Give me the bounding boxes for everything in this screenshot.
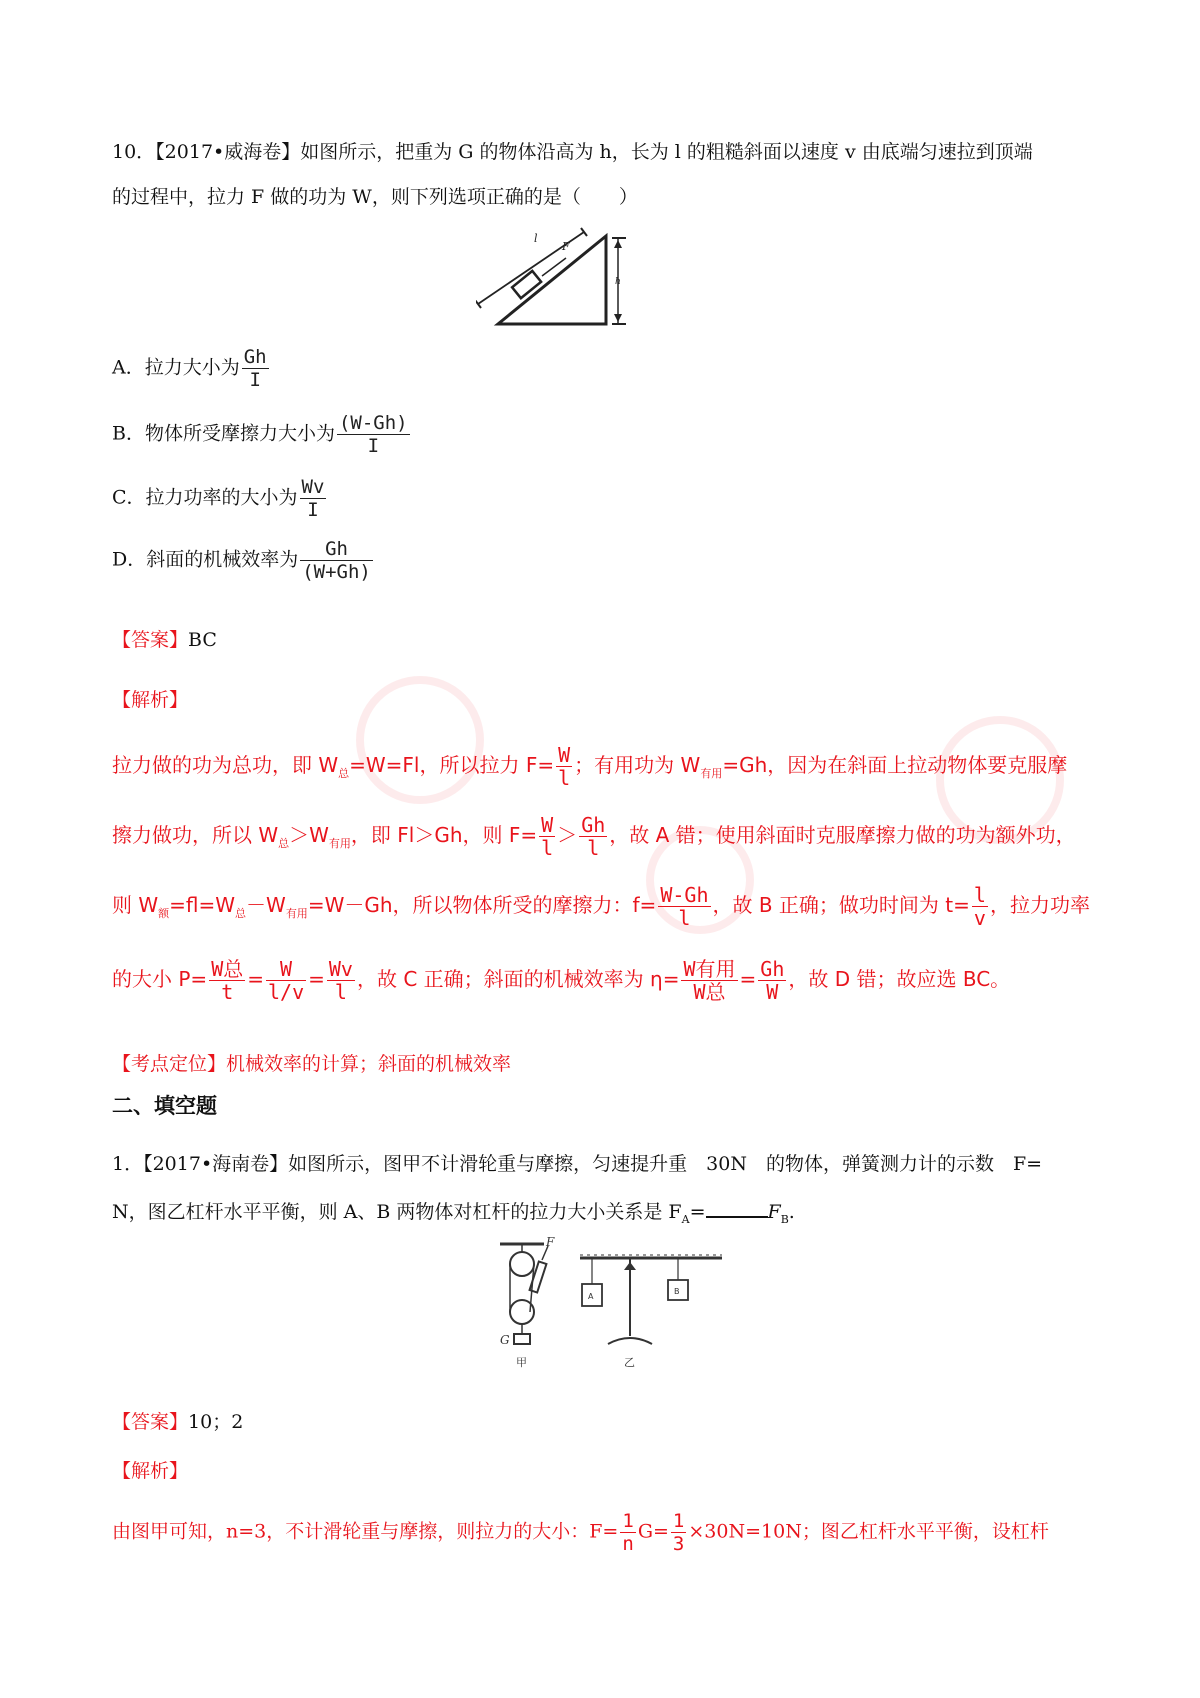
option-a-den: I — [242, 368, 269, 391]
answer-value: 10；2 — [188, 1411, 244, 1433]
analysis-text: =W－Gh，所以物体所受的摩擦力：f= — [307, 893, 657, 917]
fraction — [327, 958, 355, 1003]
fraction — [539, 814, 555, 859]
analysis-text: 的大小 P= — [112, 967, 208, 991]
option-b — [112, 412, 412, 457]
fraction-den: W — [758, 980, 786, 1003]
fraction-den: l — [658, 906, 710, 929]
q1-line2 — [112, 1198, 795, 1234]
option-c-text: C．拉力功率的大小为 — [112, 486, 298, 509]
subscript: 额 — [158, 907, 170, 920]
q1-text: N，图乙杠杆水平平衡，则 A、B 两物体对杠杆的拉力大小关系是 F — [112, 1201, 682, 1223]
answer-value: BC — [188, 629, 217, 651]
fraction-num: Wv — [328, 957, 353, 981]
fraction-num: W有用 — [683, 957, 736, 981]
fig-label-A: A — [588, 1292, 594, 1301]
fraction-den: l — [558, 766, 571, 790]
option-a-num: Gh — [243, 346, 267, 368]
fraction-num: Gh — [581, 813, 606, 837]
fraction — [972, 884, 988, 929]
q10-line2: 的过程中，拉力 F 做的功为 W，则下列选项正确的是（ ） — [112, 186, 638, 208]
subscript: 总 — [278, 837, 290, 850]
fig-label-h: h — [615, 277, 621, 287]
analysis-text: ，故 B 正确；做功时间为 t= — [712, 893, 970, 917]
answer-tag: 【答案】 — [112, 1411, 189, 1433]
fraction-den: t — [209, 980, 245, 1003]
fraction-den: v — [973, 906, 986, 930]
fraction — [579, 814, 607, 859]
subscript: A — [681, 1212, 690, 1226]
pulley-lever-figure — [482, 1236, 726, 1372]
fraction-num: W — [558, 743, 571, 767]
fig-label-B: B — [674, 1287, 680, 1296]
fig-label-jia: 甲 — [516, 1356, 527, 1369]
analysis-text: ；有用功为 W — [574, 753, 701, 777]
analysis-text: ×30N=10N；图乙杠杆水平平衡，设杠杆 — [688, 1520, 1049, 1543]
fig-label-F: F — [562, 240, 570, 253]
fig-label-G: G — [500, 1333, 510, 1347]
incline-figure — [476, 224, 636, 332]
option-d — [112, 538, 375, 583]
fig-label-F: F — [546, 1236, 555, 1249]
option-b-den: I — [337, 434, 410, 457]
fraction-den: n — [622, 1533, 634, 1555]
fig-label-l: l — [534, 232, 538, 245]
q1-line1: 1．【2017•海南卷】如图所示，图甲不计滑轮重与摩擦，匀速提升重 30N 的物体，弹簧测力计的示数 F= — [112, 1153, 1043, 1175]
q1-text: . — [788, 1201, 795, 1223]
analysis-tag: 【解析】 — [112, 689, 189, 711]
fraction — [266, 958, 306, 1003]
option-d-num: Gh — [325, 538, 348, 560]
q1-text: = — [689, 1201, 706, 1223]
analysis-text: ＞ — [557, 823, 578, 847]
q10-analysis-line2 — [112, 814, 1076, 859]
option-a — [112, 346, 271, 391]
q10-kaodian — [112, 1050, 511, 1078]
q10-analysis-tag — [112, 686, 188, 714]
q1-answer — [112, 1408, 243, 1436]
analysis-text: =W=Fl，所以拉力 F= — [349, 753, 555, 777]
analysis-text: ＞W — [289, 823, 329, 847]
analysis-text: = — [247, 967, 264, 991]
q10-analysis-line1 — [112, 744, 1067, 789]
fraction-num: W — [541, 813, 554, 837]
option-b-num: (W-Gh) — [338, 412, 408, 434]
option-a-text: A．拉力大小为 — [112, 356, 240, 379]
q1-analysis-tag — [112, 1457, 188, 1485]
fraction-den: l — [327, 980, 355, 1003]
analysis-text: ，拉力功率 — [989, 893, 1090, 917]
analysis-text: = — [308, 967, 325, 991]
option-c — [112, 476, 328, 521]
option-c-num: Wv — [301, 476, 325, 498]
kaodian-tag: 【考点定位】 — [112, 1053, 227, 1075]
subscript: B — [780, 1212, 789, 1226]
analysis-text: 由图甲可知，n=3，不计滑轮重与摩擦，则拉力的大小：F= — [112, 1520, 619, 1543]
fraction — [620, 1510, 635, 1555]
q10-analysis-line4 — [112, 958, 1010, 1003]
q10-analysis-line3 — [112, 884, 1090, 929]
fraction-den: l — [579, 836, 607, 859]
analysis-text: ，即 Fl＞Gh，则 F= — [350, 823, 538, 847]
fraction — [681, 958, 737, 1003]
option-b-text: B．物体所受摩擦力大小为 — [112, 422, 335, 445]
fraction — [658, 884, 710, 929]
fraction-den: l — [541, 836, 554, 860]
fraction — [556, 744, 572, 789]
fraction-den: W总 — [681, 980, 737, 1003]
analysis-text: －W — [246, 893, 286, 917]
fraction-den: l/v — [268, 980, 305, 1004]
q10-line1: 10．【2017•威海卷】如图所示，把重为 G 的物体沿高为 h，长为 l 的粗糙斜面以速度 v 由底端匀速拉到顶端 — [112, 141, 1033, 163]
option-d-den: (W+Gh) — [302, 561, 371, 583]
analysis-tag: 【解析】 — [112, 1460, 189, 1482]
fraction — [671, 1510, 686, 1555]
fraction-num: l — [973, 883, 986, 907]
analysis-text: ，故 A 错；使用斜面时克服摩擦力做的功为额外功， — [609, 823, 1076, 847]
q1-text: F — [767, 1201, 781, 1223]
option-d-fraction — [300, 538, 373, 583]
analysis-text: 擦力做功，所以 W — [112, 823, 279, 847]
subscript: 有用 — [328, 837, 351, 850]
analysis-text: =fl=W — [169, 893, 236, 917]
fraction-num: W — [280, 957, 293, 981]
subscript: 总 — [338, 767, 350, 780]
option-c-den: I — [300, 498, 327, 521]
kaodian-text: 机械效率的计算；斜面的机械效率 — [226, 1053, 512, 1075]
option-c-fraction — [300, 476, 327, 521]
analysis-text: ，故 D 错；故应选 BC。 — [788, 967, 1011, 991]
q1-analysis-line — [112, 1510, 1049, 1555]
fraction — [758, 958, 786, 1003]
fraction-den: 3 — [672, 1533, 685, 1555]
section-title: 二、填空题 — [112, 1094, 217, 1118]
fraction-num: W总 — [211, 957, 244, 981]
q10-answer — [112, 626, 217, 654]
fraction-num: 1 — [622, 1510, 634, 1532]
option-d-text: D．斜面的机械效率为 — [112, 548, 299, 571]
option-a-fraction — [242, 346, 269, 391]
analysis-text: =Gh，因为在斜面上拉动物体要克服摩 — [722, 753, 1068, 777]
analysis-text: ，故 C 正确；斜面的机械效率为 η= — [356, 967, 680, 991]
subscript: 有用 — [285, 907, 308, 920]
option-b-fraction — [337, 412, 410, 457]
analysis-text: 拉力做的功为总功，即 W — [112, 753, 339, 777]
fraction-num: Gh — [760, 957, 785, 981]
fraction — [209, 958, 245, 1003]
fraction-num: 1 — [672, 1510, 685, 1532]
subscript: 有用 — [700, 767, 723, 780]
analysis-text: = — [739, 967, 757, 991]
fraction-num: W-Gh — [660, 883, 709, 907]
answer-blank — [706, 1198, 768, 1218]
analysis-text: G= — [637, 1520, 669, 1543]
subscript: 总 — [235, 907, 247, 920]
analysis-text: 则 W — [112, 893, 159, 917]
answer-tag: 【答案】 — [112, 629, 189, 651]
fig-label-yi: 乙 — [624, 1356, 635, 1369]
